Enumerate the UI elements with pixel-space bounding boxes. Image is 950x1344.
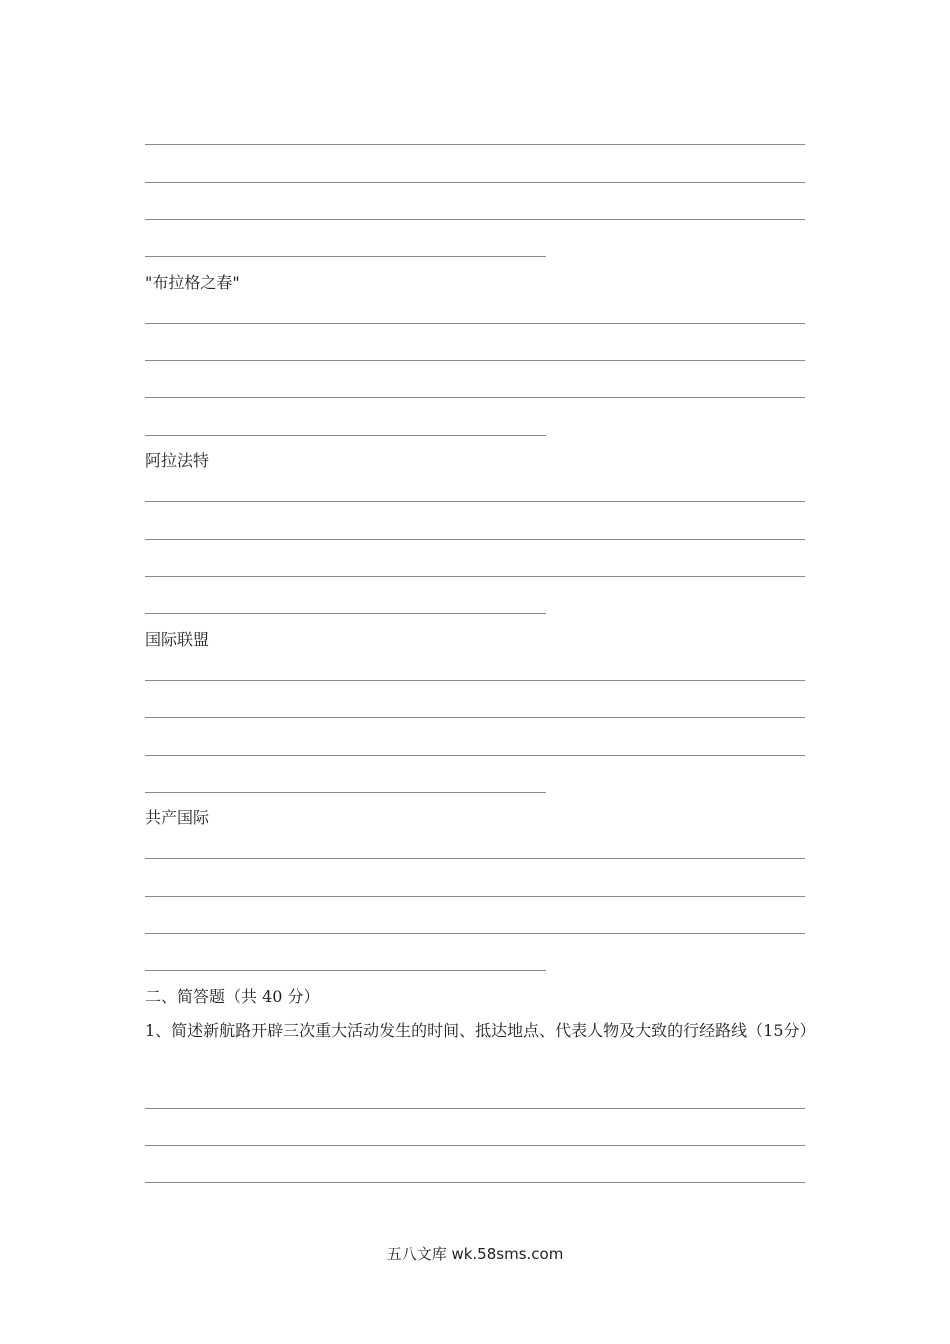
question-text: 1、简述新航路开辟三次重大活动发生的时间、抵达地点、代表人物及大致的行经路线（15分） bbox=[145, 1021, 816, 1040]
answer-line-short bbox=[145, 435, 546, 436]
term-label: 共产国际 bbox=[145, 808, 210, 827]
answer-line-short bbox=[145, 256, 546, 257]
answer-line bbox=[145, 896, 805, 897]
answer-line bbox=[145, 717, 805, 718]
section-heading: 二、简答题（共 40 分） bbox=[145, 987, 320, 1006]
answer-line bbox=[145, 1108, 805, 1109]
answer-line bbox=[145, 1182, 805, 1183]
answer-line bbox=[145, 858, 805, 859]
answer-line bbox=[145, 539, 805, 540]
answer-line bbox=[145, 182, 805, 183]
answer-line bbox=[145, 219, 805, 220]
page-footer: 五八文库 wk.58sms.com bbox=[386, 1245, 564, 1263]
answer-line bbox=[145, 680, 805, 681]
answer-line bbox=[145, 360, 805, 361]
term-label: 阿拉法特 bbox=[145, 451, 210, 470]
answer-line-short bbox=[145, 792, 546, 793]
term-label: 国际联盟 bbox=[145, 630, 210, 649]
answer-line bbox=[145, 576, 805, 577]
answer-line-short bbox=[145, 970, 546, 971]
answer-line bbox=[145, 1145, 805, 1146]
answer-line-short bbox=[145, 613, 546, 614]
answer-line bbox=[145, 397, 805, 398]
term-label: "布拉格之春" bbox=[145, 273, 240, 292]
answer-line bbox=[145, 933, 805, 934]
answer-line bbox=[145, 144, 805, 145]
answer-line bbox=[145, 323, 805, 324]
answer-line bbox=[145, 501, 805, 502]
answer-line bbox=[145, 755, 805, 756]
